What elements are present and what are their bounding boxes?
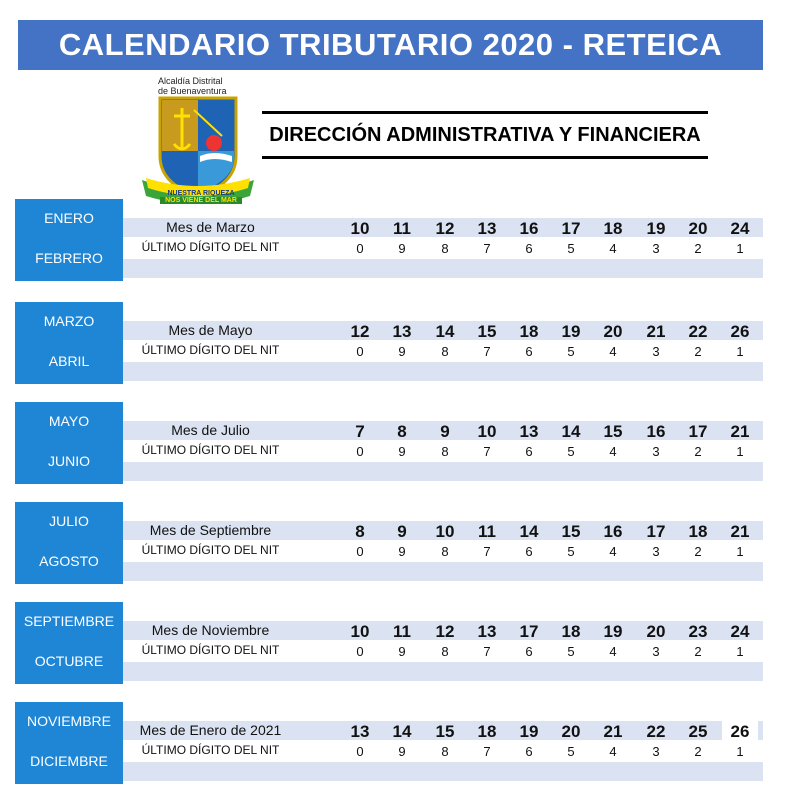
nit-digit-cell: 6 — [525, 744, 533, 759]
period-month-second: AGOSTO — [39, 553, 99, 569]
due-day-cell: 11 — [478, 522, 496, 541]
nit-digit-cell: 8 — [441, 744, 449, 759]
due-day-cell: 18 — [519, 322, 539, 341]
nit-digit-cell: 6 — [525, 444, 533, 459]
nit-digit-cell: 8 — [441, 241, 449, 256]
nit-digit-cell: 9 — [398, 444, 406, 459]
due-day-cell: 14 — [561, 422, 581, 441]
due-day-cell: 26 — [730, 722, 750, 741]
due-days-row — [340, 218, 760, 238]
due-day-cell: 18 — [561, 622, 581, 641]
nit-digit-cell: 7 — [483, 344, 491, 359]
nit-digit-cell: 3 — [652, 644, 660, 659]
nit-digit-cell: 1 — [736, 344, 744, 359]
due-month-label: Mes de Septiembre — [149, 522, 272, 538]
nit-digits-row — [340, 442, 760, 462]
nit-digit-cell: 4 — [609, 344, 617, 359]
period-month-first: JULIO — [49, 513, 89, 529]
due-day-cell: 19 — [519, 722, 539, 741]
due-day-cell: 17 — [561, 219, 581, 238]
row-band — [123, 259, 763, 278]
due-day-cell: 9 — [440, 422, 450, 441]
nit-digit-cell: 4 — [609, 241, 617, 256]
due-day-cell: 7 — [355, 422, 365, 441]
nit-digit-cell: 2 — [694, 544, 702, 559]
nit-digit-cell: 5 — [567, 241, 575, 256]
nit-digit-cell: 4 — [609, 744, 617, 759]
due-day-cell: 18 — [477, 722, 497, 741]
due-days-row — [340, 721, 760, 741]
due-day-cell: 18 — [603, 219, 623, 238]
department-title: DIRECCIÓN ADMINISTRATIVA Y FINANCIERA — [269, 124, 701, 146]
due-day-cell: 19 — [646, 219, 666, 238]
due-day-cell: 21 — [730, 422, 750, 441]
nit-label: ÚLTIMO DÍGITO DEL NIT — [141, 443, 280, 457]
nit-digits-row — [340, 642, 760, 662]
due-day-cell: 17 — [688, 422, 708, 441]
due-day-cell: 12 — [435, 219, 455, 238]
due-day-cell: 14 — [392, 722, 412, 741]
nit-digit-cell: 6 — [525, 644, 533, 659]
due-month-label: Mes de Julio — [171, 422, 250, 438]
due-day-cell: 21 — [730, 522, 750, 541]
period-months — [15, 402, 123, 484]
due-day-cell: 16 — [603, 522, 623, 541]
period-month-second: FEBRERO — [35, 250, 103, 266]
due-day-cell: 12 — [350, 322, 370, 341]
nit-digit-cell: 3 — [652, 744, 660, 759]
due-day-cell: 13 — [477, 219, 497, 238]
due-day-cell: 11 — [393, 219, 411, 238]
nit-digit-cell: 1 — [736, 644, 744, 659]
due-day-cell: 8 — [355, 522, 365, 541]
municipal-logo — [138, 72, 263, 207]
nit-label: ÚLTIMO DÍGITO DEL NIT — [141, 240, 280, 254]
due-day-cell: 19 — [561, 322, 581, 341]
due-month-label: Mes de Marzo — [166, 219, 255, 235]
nit-digit-cell: 6 — [525, 241, 533, 256]
due-day-cell: 26 — [730, 322, 750, 341]
period-block — [15, 302, 763, 384]
nit-digit-cell: 3 — [652, 544, 660, 559]
due-day-cell: 13 — [392, 322, 412, 341]
nit-digit-cell: 9 — [398, 644, 406, 659]
row-band — [123, 462, 763, 481]
due-day-cell: 15 — [435, 722, 455, 741]
nit-digit-cell: 2 — [694, 444, 702, 459]
nit-digit-cell: 6 — [525, 544, 533, 559]
nit-digit-cell: 7 — [483, 241, 491, 256]
nit-digit-cell: 4 — [609, 444, 617, 459]
nit-digit-cell: 0 — [356, 644, 364, 659]
nit-digit-cell: 3 — [652, 444, 660, 459]
nit-digit-cell: 7 — [483, 544, 491, 559]
nit-digit-cell: 5 — [567, 644, 575, 659]
nit-digit-cell: 7 — [483, 444, 491, 459]
nit-digit-cell: 5 — [567, 744, 575, 759]
due-day-cell: 24 — [730, 219, 750, 238]
period-month-first: NOVIEMBRE — [26, 713, 111, 729]
nit-digit-cell: 3 — [652, 241, 660, 256]
period-block — [15, 502, 763, 584]
due-day-cell: 20 — [603, 322, 623, 341]
period-months — [15, 199, 123, 281]
due-day-cell: 21 — [646, 322, 666, 341]
nit-digit-cell: 5 — [567, 344, 575, 359]
due-day-cell: 20 — [561, 722, 581, 741]
due-day-cell: 10 — [477, 422, 497, 441]
nit-digit-cell: 9 — [398, 344, 406, 359]
period-block — [15, 702, 763, 784]
due-day-cell: 8 — [397, 422, 407, 441]
period-month-first: SEPTIEMBRE — [23, 613, 115, 629]
logo-caption-line2: de Buenaventura — [158, 86, 227, 96]
due-day-cell: 18 — [688, 522, 708, 541]
period-block — [15, 402, 763, 484]
nit-digits-row — [340, 742, 760, 762]
due-day-cell: 11 — [393, 622, 411, 641]
period-month-first: MARZO — [43, 313, 95, 329]
nit-digits-row — [340, 239, 760, 259]
nit-digit-cell: 0 — [356, 241, 364, 256]
nit-digit-cell: 9 — [398, 544, 406, 559]
nit-digit-cell: 0 — [356, 444, 364, 459]
row-band — [123, 362, 763, 381]
due-day-cell: 15 — [603, 422, 623, 441]
nit-digit-cell: 7 — [483, 644, 491, 659]
due-month-label: Mes de Enero de 2021 — [139, 722, 282, 738]
nit-digit-cell: 2 — [694, 344, 702, 359]
due-day-cell: 13 — [350, 722, 370, 741]
due-month-label: Mes de Mayo — [168, 322, 253, 338]
due-day-cell: 16 — [646, 422, 666, 441]
due-day-cell: 12 — [435, 622, 455, 641]
nit-digit-cell: 8 — [441, 544, 449, 559]
nit-digit-cell: 2 — [694, 644, 702, 659]
row-band — [123, 562, 763, 581]
logo-caption-line1: Alcaldía Distrital — [158, 76, 223, 86]
nit-label: ÚLTIMO DÍGITO DEL NIT — [141, 643, 280, 657]
due-day-cell: 15 — [561, 522, 581, 541]
nit-digit-cell: 1 — [736, 444, 744, 459]
nit-label: ÚLTIMO DÍGITO DEL NIT — [141, 743, 280, 757]
nit-digit-cell: 4 — [609, 544, 617, 559]
nit-digits-row — [340, 542, 760, 562]
due-day-cell: 15 — [477, 322, 497, 341]
due-day-cell: 22 — [646, 722, 666, 741]
due-day-cell: 16 — [519, 219, 539, 238]
due-day-cell: 13 — [519, 422, 539, 441]
nit-digit-cell: 4 — [609, 644, 617, 659]
period-block — [15, 602, 763, 684]
period-month-first: MAYO — [48, 413, 90, 429]
period-months — [15, 502, 123, 584]
nit-digit-cell: 7 — [483, 744, 491, 759]
nit-digit-cell: 8 — [441, 444, 449, 459]
due-day-cell: 13 — [477, 622, 497, 641]
nit-label: ÚLTIMO DÍGITO DEL NIT — [141, 543, 280, 557]
due-days-row — [340, 521, 760, 541]
nit-digit-cell: 2 — [694, 241, 702, 256]
due-day-cell: 17 — [646, 522, 666, 541]
due-day-cell: 20 — [688, 219, 708, 238]
due-day-cell: 19 — [603, 622, 623, 641]
due-day-cell: 24 — [730, 622, 750, 641]
due-day-cell: 20 — [646, 622, 666, 641]
period-months — [15, 602, 123, 684]
due-days-row — [340, 321, 760, 341]
due-day-cell: 10 — [435, 522, 455, 541]
due-days-row — [340, 421, 760, 441]
nit-digit-cell: 1 — [736, 241, 744, 256]
nit-digit-cell: 9 — [398, 241, 406, 256]
period-month-second: ABRIL — [48, 353, 90, 369]
nit-digit-cell: 6 — [525, 344, 533, 359]
nit-label: ÚLTIMO DÍGITO DEL NIT — [141, 343, 280, 357]
row-band — [123, 762, 763, 781]
due-day-cell: 10 — [350, 622, 370, 641]
period-months — [15, 702, 123, 784]
due-day-cell: 14 — [435, 322, 455, 341]
nit-digit-cell: 5 — [567, 544, 575, 559]
due-day-cell: 9 — [397, 522, 407, 541]
nit-digit-cell: 8 — [441, 344, 449, 359]
nit-digit-cell: 9 — [398, 744, 406, 759]
period-month-second: DICIEMBRE — [30, 753, 108, 769]
nit-digit-cell: 0 — [356, 544, 364, 559]
period-months — [15, 302, 123, 384]
nit-digit-cell: 5 — [567, 444, 575, 459]
logo-caption — [158, 76, 227, 96]
due-day-cell: 23 — [688, 622, 708, 641]
nit-digit-cell: 0 — [356, 744, 364, 759]
nit-digits-row — [340, 342, 760, 362]
period-month-second: OCTUBRE — [34, 653, 104, 669]
logo-ribbon-line1: NUESTRA RIQUEZA — [167, 190, 235, 197]
nit-digit-cell: 0 — [356, 344, 364, 359]
page-title: CALENDARIO TRIBUTARIO 2020 - RETEICA — [18, 20, 763, 70]
due-month-label: Mes de Noviembre — [151, 622, 270, 638]
due-day-cell: 17 — [519, 622, 539, 641]
period-month-first: ENERO — [44, 210, 94, 226]
nit-digit-cell: 3 — [652, 344, 660, 359]
period-month-second: JUNIO — [48, 453, 90, 469]
period-block — [15, 199, 763, 281]
row-band — [123, 662, 763, 681]
due-day-cell: 10 — [350, 219, 370, 238]
nit-digit-cell: 1 — [736, 544, 744, 559]
due-day-cell: 14 — [519, 522, 539, 541]
nit-digit-cell: 8 — [441, 644, 449, 659]
department-header — [262, 111, 708, 159]
due-days-row — [340, 621, 760, 641]
nit-digit-cell: 2 — [694, 744, 702, 759]
due-day-cell: 21 — [603, 722, 623, 741]
logo-ribbon-line2: NOS VIENE DEL MAR — [160, 197, 242, 204]
due-day-cell: 25 — [688, 722, 708, 741]
due-day-cell: 22 — [688, 322, 708, 341]
nit-digit-cell: 1 — [736, 744, 744, 759]
